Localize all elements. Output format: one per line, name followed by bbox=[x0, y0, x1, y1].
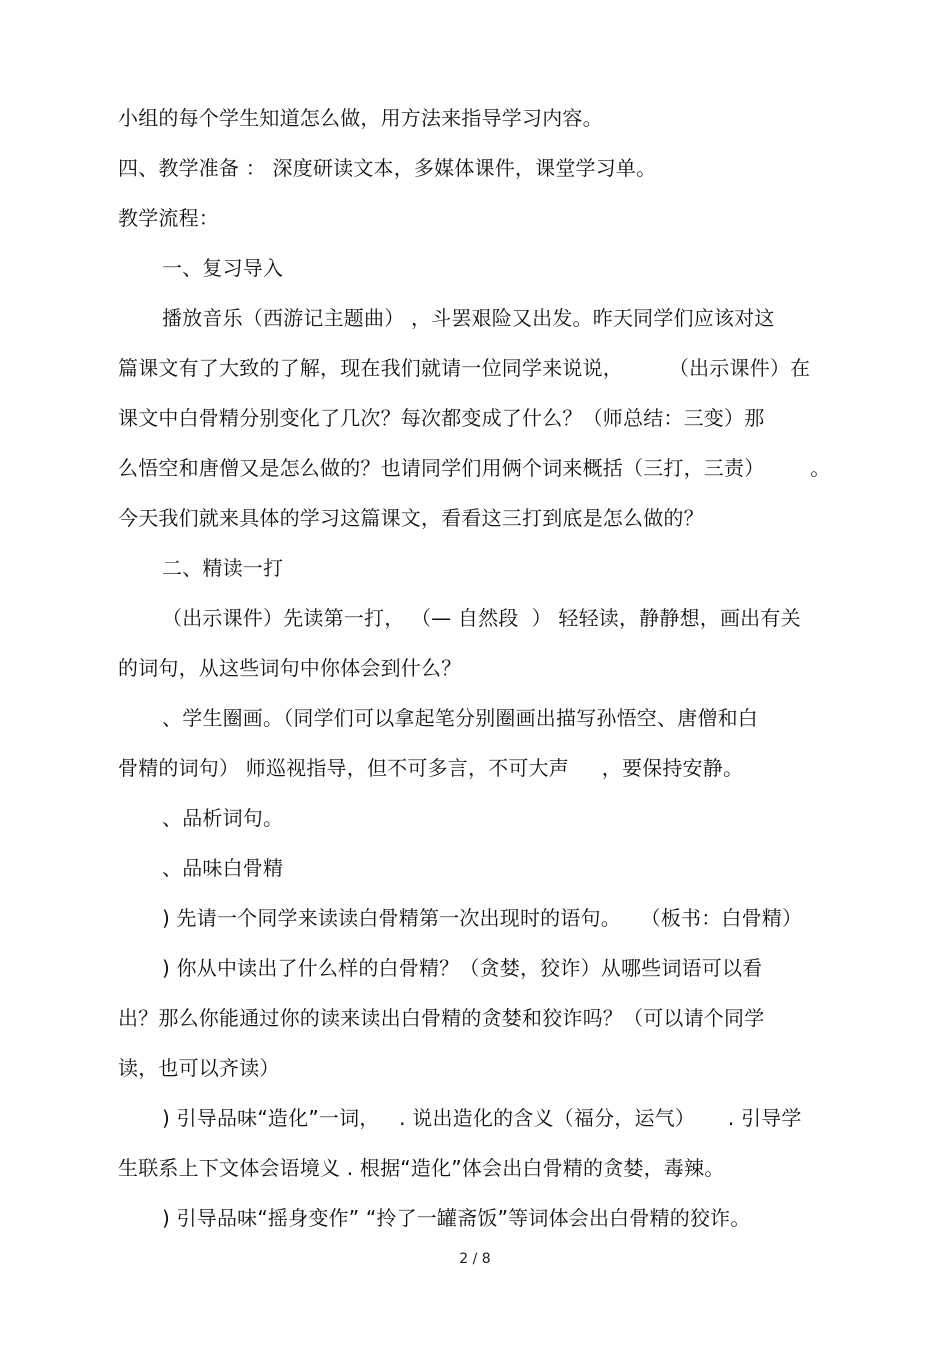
text-line: 、学生圈画。（同学们可以拿起笔分别圈画出描写孙悟空、唐僧和白 bbox=[162, 706, 758, 730]
text-line: （出示课件）先读第一打， （— 自然段 ） 轻轻读，静静想，画出有关 bbox=[162, 606, 801, 630]
text-line: 、品析词句。 bbox=[162, 806, 284, 830]
section-heading: 二、精读一打 bbox=[162, 556, 284, 580]
text-line: 生联系上下文体会语境义 . 根据“造化”体会出白骨精的贪婪，毒辣。 bbox=[118, 1156, 725, 1180]
text-line: 骨精的词句） 师巡视指导，但不可多言，不可大声 ，要保持安静。 bbox=[118, 756, 744, 780]
text-line: 么悟空和唐僧又是怎么做的？也请同学们用俩个词来概括（三打，三责） 。 bbox=[118, 456, 831, 480]
text-line: 播放音乐（西游记主题曲） ，斗罢艰险又出发。昨天同学们应该对这 bbox=[162, 306, 775, 330]
text-line: 四、教学准备 ： 深度研读文本，多媒体课件，课堂学习单。 bbox=[118, 156, 657, 180]
text-line: 课文中白骨精分别变化了几次？每次都变成了什么？（师总结：三变）那 bbox=[118, 406, 765, 430]
text-line: ) 先请一个同学来读读白骨精第一次出现时的语句。 （板书：白骨精） bbox=[162, 906, 803, 930]
text-line: 小组的每个学生知道怎么做，用方法来指导学习内容。 bbox=[118, 106, 603, 130]
text-line: 教学流程： bbox=[118, 206, 219, 230]
text-line: 读，也可以齐读） bbox=[118, 1056, 280, 1080]
page-number: 2 / 8 bbox=[459, 1251, 491, 1267]
text-line: 的词句，从这些词句中你体会到什么？ bbox=[118, 656, 462, 680]
text-line: 今天我们就来具体的学习这篇课文，看看这三打到底是怎么做的？ bbox=[118, 506, 704, 530]
section-heading: 一、复习导入 bbox=[162, 256, 284, 280]
text-line: ) 你从中读出了什么样的白骨精？（贪婪，狡诈）从哪些词语可以看 bbox=[162, 956, 763, 980]
text-line: 出？那么你能通过你的读来读出白骨精的贪婪和狡诈吗？（可以请个同学 bbox=[118, 1006, 765, 1030]
text-line: 、品味白骨精 bbox=[162, 856, 284, 880]
text-line: ) 引导品味“摇身变作” “拎了一罐斋饭”等词体会出白骨精的狡诈。 bbox=[162, 1206, 751, 1230]
text-line: ) 引导品味“造化”一词， . 说出造化的含义（福分，运气） . 引导学 bbox=[162, 1106, 802, 1130]
text-line: 篇课文有了大致的了解，现在我们就请一位同学来说说， （出示课件）在 bbox=[118, 356, 811, 380]
